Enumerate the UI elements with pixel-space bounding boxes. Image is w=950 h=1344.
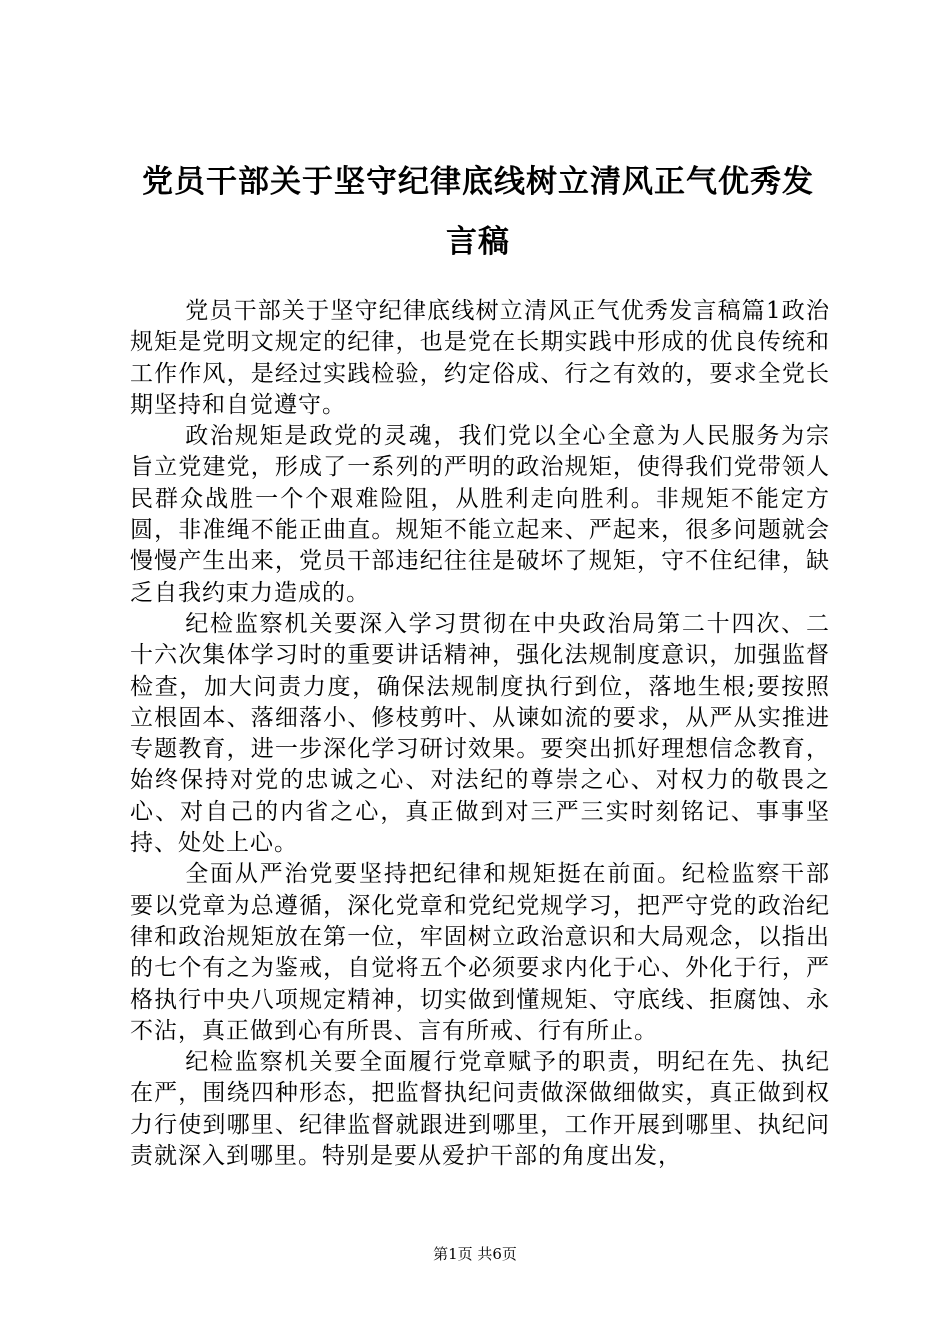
page-footer: 第1页 共6页: [433, 1245, 517, 1263]
paragraph-2: 政治规矩是政党的灵魂，我们党以全心全意为人民服务为宗旨立党建党，形成了一系列的严明的政治规矩，使得我们党带领人民群众战胜一个个艰难险阻，从胜利走向胜利。非规矩不能定方圆，非准绳不能正曲直。规矩不能立起来、严起来，很多问题就会慢慢产生出来，党员干部违纪往往是破坏了规矩，守不住纪律，缺乏自我约束力造成的。: [130, 423, 830, 606]
paragraph-5: 纪检监察机关要全面履行党章赋予的职责，明纪在先、执纪在严，围绕四种形态，把监督执纪问责做深做细做实，真正做到权力行使到哪里、纪律监督就跟进到哪里，工作开展到哪里、执纪问责就深入到哪里。特别是要从爱护干部的角度出发，: [130, 1049, 830, 1170]
paragraph-3: 纪检监察机关要深入学习贯彻在中央政治局第二十四次、二十六次集体学习时的重要讲话精神，强化法规制度意识，加强监督检查，加大问责力度，确保法规制度执行到位，落地生根;要按照立根固本、落细落小、修枝剪叶、从谏如流的要求，从严从实推进专题教育，进一步深化学习研讨效果。要突出抓好理想信念教育，始终保持对党的忠诚之心、对法纪的尊崇之心、对权力的敬畏之心、对自己的内省之心，真正做到对三严三实时刻铭记、事事坚持、处处上心。: [130, 610, 830, 857]
paragraph-4: 全面从严治党要坚持把纪律和规矩挺在前面。纪检监察干部要以党章为总遵循，深化党章和党纪党规学习，把严守党的政治纪律和政治规矩放在第一位，牢固树立政治意识和大局观念，以指出的七个有之为鉴戒，自觉将五个必须要求内化于心、外化于行，严格执行中央八项规定精神，切实做到懂规矩、守底线、拒腐蚀、永不沾，真正做到心有所畏、言有所戒、行有所止。: [130, 861, 830, 1044]
paragraph-1: 党员干部关于坚守纪律底线树立清风正气优秀发言稿篇1政治规矩是党明文规定的纪律，也是党在长期实践中形成的优良传统和工作作风，是经过实践检验，约定俗成、行之有效的，要求全党长期坚持和自觉遵守。: [130, 298, 830, 418]
document-body: [130, 296, 830, 1172]
document-title: 党员干部关于坚守纪律底线树立清风正气优秀发言稿: [142, 164, 814, 260]
